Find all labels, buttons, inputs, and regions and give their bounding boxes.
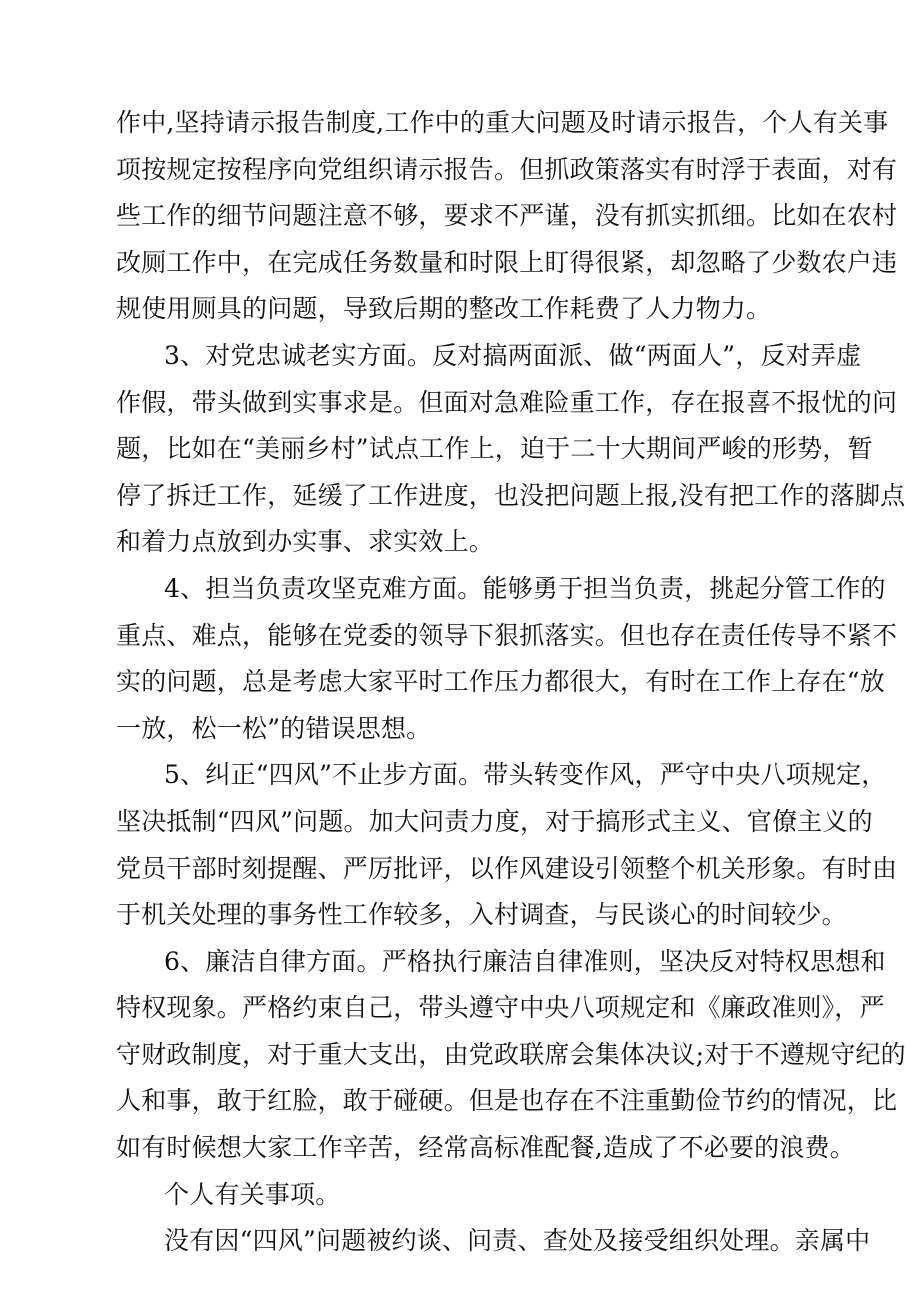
text-line: 规使用厕具的问题，导致后期的整改工作耗费了人力物力。 [116, 294, 772, 324]
text-line: 改厕工作中，在完成任务数量和时限上盯得很紧，却忽略了少数农户违 [116, 247, 898, 277]
text-line: 个人有关事项。 [164, 1179, 341, 1209]
text-line: 3、对党忠诚老实方面。反对搞两面派、做“两面人”，反对弄虚 [164, 340, 862, 370]
text-line: 重点、难点，能够在党委的领导下狠抓落实。但也存在责任传导不紧不 [116, 620, 898, 650]
text-line: 项按规定按程序向党组织请示报告。但抓政策落实有时浮于表面，对有 [116, 154, 898, 184]
text-line: 党员干部时刻提醒、严厉批评，以作风建设引领整个机关形象。有时由 [116, 853, 898, 883]
text-line: 5、纠正“四风”不止步方面。带头转变作风，严守中央八项规定， [164, 760, 887, 790]
text-line: 些工作的细节问题注意不够，要求不严谨，没有抓实抓细。比如在农村 [116, 201, 898, 231]
text-line: 题，比如在“美丽乡村”试点工作上，迫于二十大期间严峻的形势，暂 [116, 434, 873, 464]
text-line: 4、担当负责攻坚克难方面。能够勇于担当负责，挑起分管工作的 [164, 573, 886, 603]
text-line: 6、廉洁自律方面。严格执行廉洁自律准则，坚决反对特权思想和 [164, 946, 886, 976]
document-body [116, 100, 906, 1265]
text-line: 没有因“四风”问题被约谈、问责、查处及接受组织处理。亲属中 [164, 1226, 871, 1256]
text-line: 停了拆迁工作，延缓了工作进度，也没把问题上报,没有把工作的落脚点 [116, 480, 906, 510]
text-line: 一放，松一松”的错误思想。 [116, 713, 432, 743]
text-line: 作假，带头做到实事求是。但面对急难险重工作，存在报喜不报忧的问 [116, 387, 898, 417]
text-line: 和着力点放到办实事、求实效上。 [116, 527, 495, 557]
text-line: 作中,坚持请示报告制度,工作中的重大问题及时请示报告，个人有关事 [116, 108, 889, 137]
text-line: 守财政制度，对于重大支出，由党政联席会集体决议;对于不遵规守纪的 [116, 1039, 906, 1069]
text-line: 人和事，敢于红脸，敢于碰硬。但是也存在不注重勤俭节约的情况，比 [116, 1086, 898, 1116]
text-line: 实的问题，总是考虑大家平时工作压力都很大，有时在工作上存在“放 [116, 667, 885, 697]
text-line: 如有时候想大家工作辛苦，经常高标准配餐,造成了不必要的浪费。 [116, 1133, 855, 1163]
text-line: 特权现象。严格约束自己，带头遵守中央八项规定和《廉政准则》，严 [116, 993, 885, 1023]
text-line: 于机关处理的事务性工作较多，入村调查，与民谈心的时间较少。 [116, 900, 847, 930]
text-line: 坚决抵制“四风”问题。加大问责力度，对于搞形式主义、官僚主义的 [116, 806, 873, 836]
